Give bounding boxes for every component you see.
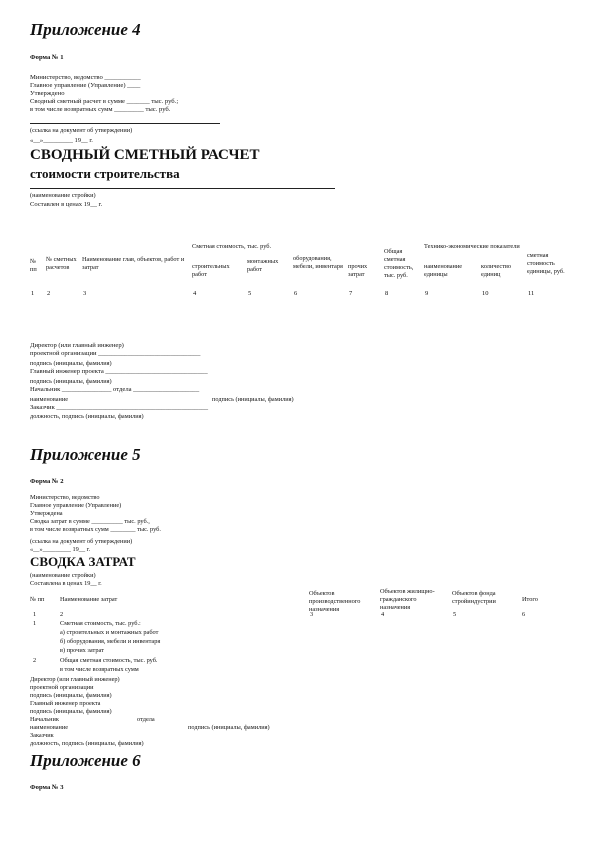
tech-group-header: Технико-экономические показатели bbox=[424, 243, 520, 250]
main-directorate-line: Главное управление (Управление) ____ bbox=[30, 82, 141, 89]
a5-col-total-header: Итого bbox=[522, 596, 538, 603]
sig-caption-4: должность, подпись (инициалы, фамилия) bbox=[30, 413, 144, 420]
a5-ref-caption: (ссылка на документ об утверждении) bbox=[30, 538, 133, 545]
a5-col-housing-header: Объектов жилищно-гражданского назначения bbox=[380, 588, 435, 611]
a5-col-number-3: 3 bbox=[310, 611, 314, 618]
a5-returnable-line: в том числе возвратных сумм ________ тыс. руб. bbox=[30, 526, 161, 533]
a5-row-number-1: 1 bbox=[33, 620, 37, 627]
a5-object-caption: (наименование стройки) bbox=[30, 572, 96, 579]
summary-estimate-subtitle: стоимости строительства bbox=[30, 166, 180, 181]
col-number-9: 9 bbox=[425, 290, 429, 297]
col-unitcost-header: сметная стоимость единицы, руб. bbox=[527, 252, 565, 275]
ref-underline bbox=[30, 123, 220, 124]
a5-ministry-line: Министерство, ведомство bbox=[30, 494, 100, 501]
col-unit-header: наименование единицы bbox=[424, 263, 463, 278]
a5-directorate-line: Главное управление (Управление) bbox=[30, 502, 122, 509]
summary-estimate-title: СВОДНЫЙ СМЕТНЫЙ РАСЧЕТ bbox=[30, 147, 260, 163]
a5-sig-department-head: Начальник bbox=[30, 716, 59, 723]
sig-chief-engineer: Главный инженер проекта _______________________________ bbox=[30, 368, 208, 375]
object-caption: (наименование стройки) bbox=[30, 192, 96, 199]
a5-col-number-2: 2 bbox=[60, 611, 64, 618]
ministry-line: Министерство, ведомство ___________ bbox=[30, 74, 141, 81]
a5-col-prod-header: Объектов производственного назначения bbox=[309, 590, 361, 613]
col-no-header: № пп bbox=[30, 258, 37, 273]
a5-sig-design-org: проектной организации bbox=[30, 684, 94, 691]
a5-row-returnable: в том числе возвратных сумм bbox=[60, 666, 139, 673]
col-number-3: 3 bbox=[83, 290, 87, 297]
sig-customer: Заказчик ______________________________________________ bbox=[30, 404, 209, 411]
col-number-10: 10 bbox=[482, 290, 489, 297]
a5-date: «__»_________ 19__ г. bbox=[30, 546, 91, 553]
a5-sig-customer: Заказчик bbox=[30, 732, 54, 739]
col-calc-header: № сметных расчетов bbox=[46, 256, 77, 271]
a5-row-number-2: 2 bbox=[33, 657, 37, 664]
a5-sig-department: отдела bbox=[137, 716, 155, 723]
a5-approved-line: Утверждена bbox=[30, 510, 63, 517]
returnable-line: в том числе возвратных сумм _________ тыс. руб. bbox=[30, 106, 171, 113]
a5-sig-caption-4: должность, подпись (инициалы, фамилия) bbox=[30, 740, 144, 747]
col-total-header: Общая сметная стоимость, тыс. руб. bbox=[384, 248, 414, 279]
col-number-6: 6 bbox=[294, 290, 298, 297]
a5-row-total: Общая сметная стоимость, тыс. руб. bbox=[60, 657, 158, 664]
a5-amount-line: Сводка затрат в сумме __________ тыс. руб., bbox=[30, 518, 150, 525]
col-number-7: 7 bbox=[349, 290, 353, 297]
col-number-2: 2 bbox=[47, 290, 51, 297]
a5-sig-caption-2: подпись (инициалы, фамилия) bbox=[30, 708, 112, 715]
sig-director: Директор (или главный инженер) bbox=[30, 342, 124, 349]
col-equip-header: оборудования, мебели, инвентаря bbox=[293, 255, 343, 270]
a5-sig-caption-1: подпись (инициалы, фамилия) bbox=[30, 692, 112, 699]
sig-caption-3: подпись (инициалы, фамилия) bbox=[212, 396, 294, 403]
summary-amount-line: Сводный сметный расчет в сумме _______ тыс. руб.; bbox=[30, 98, 179, 105]
a5-prices-line: Составлена в ценах 19__ г. bbox=[30, 580, 102, 587]
col-number-8: 8 bbox=[385, 290, 389, 297]
sig-caption-name: наименование bbox=[30, 396, 69, 403]
sig-caption-1: подпись (инициалы, фамилия) bbox=[30, 360, 112, 367]
col-qty-header: количество единиц bbox=[481, 263, 512, 278]
col-other-header: прочих затрат bbox=[348, 263, 368, 278]
col-build-header: строительных работ bbox=[192, 263, 230, 278]
a5-row-other: в) прочих затрат bbox=[60, 647, 104, 654]
a5-col-number-6: 6 bbox=[522, 611, 526, 618]
a5-col-no-header: № пп bbox=[30, 596, 45, 603]
col-mount-header: монтажных работ bbox=[247, 258, 279, 273]
a5-sig-chief-engineer: Главный инженер проекта bbox=[30, 700, 101, 707]
col-number-4: 4 bbox=[193, 290, 197, 297]
approval-date: «__»_________ 19__ г. bbox=[30, 137, 93, 144]
a5-row-construction: а) строительных и монтажных работ bbox=[60, 629, 159, 636]
col-number-11: 11 bbox=[528, 290, 535, 297]
a5-sig-director: Директор (или главный инженер) bbox=[30, 676, 120, 683]
sig-design-org: проектной организации _______________________________ bbox=[30, 350, 201, 357]
sig-caption-2: подпись (инициалы, фамилия) bbox=[30, 378, 112, 385]
object-underline bbox=[30, 188, 335, 189]
cost-group-header: Сметная стоимость, тыс. руб. bbox=[192, 243, 272, 250]
form-1-label: Форма № 1 bbox=[30, 54, 64, 61]
a5-col-name-header: Наименование затрат bbox=[60, 596, 118, 603]
approval-ref-caption: (ссылка на документ об утверждении) bbox=[30, 127, 133, 134]
appendix-4-title: Приложение 4 bbox=[30, 20, 141, 39]
a5-col-number-1: 1 bbox=[33, 611, 37, 618]
a5-sig-caption-name: наименование bbox=[30, 724, 69, 731]
col-number-1: 1 bbox=[31, 290, 35, 297]
a5-col-reserve-header: Объектов фонда стройиндустрии bbox=[452, 590, 496, 605]
col-name-header: Наименование глав, объектов, работ и затрат bbox=[82, 256, 185, 271]
a5-sig-caption-3: подпись (инициалы, фамилия) bbox=[188, 724, 270, 731]
sig-department-head: Начальник _______________ отдела ____________________ bbox=[30, 386, 200, 393]
form-2-label: Форма № 2 bbox=[30, 478, 64, 485]
a5-row-estimate: Сметная стоимость, тыс. руб.: bbox=[60, 620, 141, 627]
a5-col-number-4: 4 bbox=[381, 611, 385, 618]
col-number-5: 5 bbox=[248, 290, 252, 297]
a5-col-number-5: 5 bbox=[453, 611, 457, 618]
appendix-6-title: Приложение 6 bbox=[30, 751, 141, 770]
approved-line: Утверждено bbox=[30, 90, 65, 97]
form-3-label: Форма № 3 bbox=[30, 784, 64, 791]
prices-line: Составлен в ценах 19__ г. bbox=[30, 201, 103, 208]
appendix-5-title: Приложение 5 bbox=[30, 445, 141, 464]
cost-summary-heading: СВОДКА ЗАТРАТ bbox=[30, 554, 136, 569]
a5-row-equipment: б) оборудования, мебели и инвентаря bbox=[60, 638, 161, 645]
